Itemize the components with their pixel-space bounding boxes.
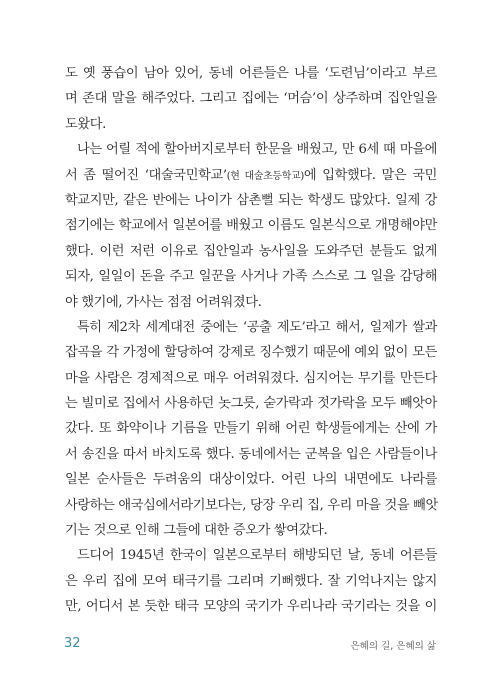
text-line: 점기에는 학교에서 일본어를 배웠고 이름도 일본식으로 개명해야만	[65, 218, 437, 234]
text-span: 에 입학했다. 말은 국민	[303, 167, 437, 183]
text-line: 며 존대 말을 해주었다. 그리고 집에는 ‘머슴’이 상주하며 집안일을	[65, 91, 437, 107]
text-line: 마을 사람은 경제적으로 매우 어려워졌다. 심지어는 무기를 만든다	[65, 370, 437, 386]
text-line: 는 빌미로 집에서 사용하던 놋그릇, 숟가락과 젓가락을 모두 빼앗아	[65, 396, 437, 412]
text-line: 잡곡을 각 가정에 할당하여 강제로 징수했기 때문에 예외 없이 모든	[65, 345, 437, 361]
text-line: 기는 것으로 인해 그들에 대한 증오가 쌓여갔다.	[65, 523, 328, 539]
text-line: 드디어 1945년 한국이 일본으로부터 해방되던 날, 동네 어른들	[77, 548, 437, 564]
text-line: 일본 순사들은 두려움의 대상이었다. 어린 나의 내면에도 나라를	[65, 472, 437, 488]
text-line: 특히 제2차 세계대전 중에는 ‘공출 제도’라고 해서, 일제가 쌀과	[77, 319, 437, 335]
page-number: 32	[64, 636, 81, 651]
text-line: 도 옛 풍습이 남아 있어, 동네 어른들은 나를 ‘도련님’이라고 부르	[65, 66, 437, 81]
text-line: 되자, 일일이 돈을 주고 일꾼을 사거나 가족 스스로 그 일을 감당해	[65, 269, 437, 285]
text-line: 했다. 이런 저런 이유로 집안일과 농사일을 도와주던 분들도 없게	[65, 243, 437, 259]
page-body	[65, 61, 437, 620]
text-line: 갔다. 또 화약이나 기름을 만들기 위해 어린 학생들에게는 산에 가	[65, 421, 437, 437]
running-title: 은혜의 길, 은혜의 삶	[350, 641, 436, 652]
text-line: 야 했기에, 가사는 점점 어려워졌다.	[65, 294, 262, 310]
parenthetical-note: (현 대술초등학교)	[226, 170, 304, 182]
text-line: 만, 어디서 본 듯한 태극 모양의 국기가 우리나라 국기라는 것을 이	[65, 599, 437, 615]
text-line: 나는 어릴 적에 할아버지로부터 한문을 배웠고, 만 6세 때 마을에	[77, 142, 437, 158]
text-line	[65, 163, 437, 188]
text-span: 서 좀 떨어진 ‘대술국민학교’	[65, 167, 227, 183]
text-line: 도왔다.	[65, 116, 107, 132]
text-line: 서 송진을 따서 바치도록 했다. 동네에서는 군복을 입은 사람들이나	[65, 446, 437, 462]
text-line: 학교지만, 같은 반에는 나이가 삼촌뻘 되는 학생도 많았다. 일제 강	[65, 192, 437, 208]
text-line: 사랑하는 애국심에서라기보다는, 당장 우리 집, 우리 마을 것을 빼앗	[65, 497, 438, 513]
text-line: 은 우리 집에 모여 태극기를 그리며 기뻐했다. 잘 기억나지는 않지	[65, 573, 437, 589]
